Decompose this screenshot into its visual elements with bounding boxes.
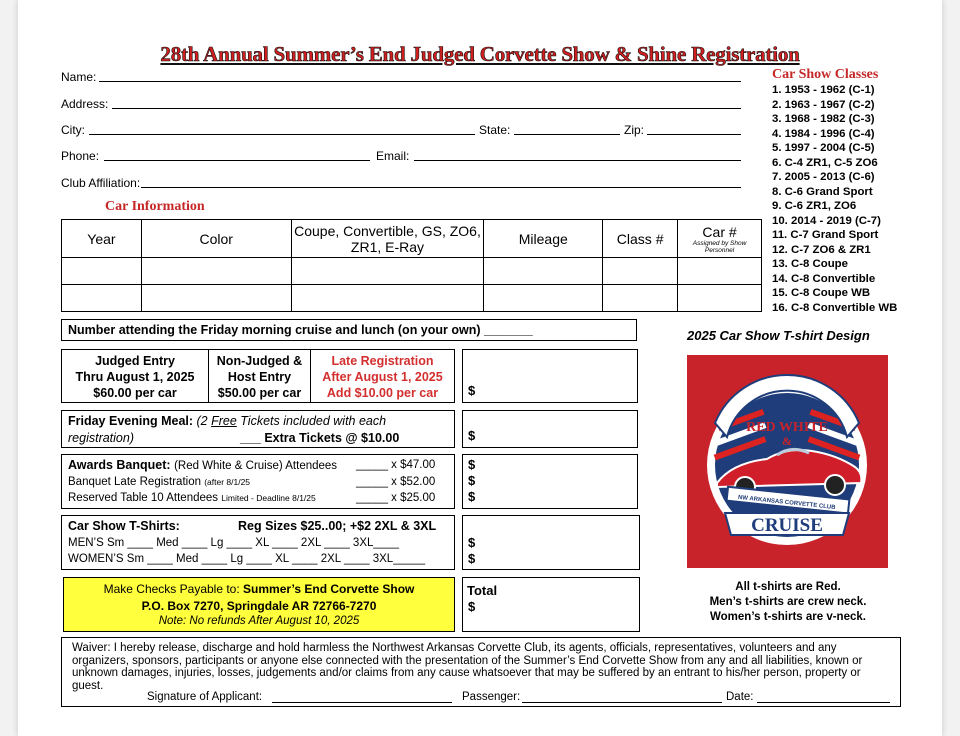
banquet-line1-price[interactable]: _____ x $47.00 [356,459,436,471]
tshirts-mens[interactable]: MEN’S Sm ____ Med ____ Lg ____ XL ____ 2XL ____ 3XL____ [68,537,399,549]
banquet-line2 [68,476,250,488]
waiver-text: Waiver: I hereby release, discharge and hold harmless the Northwest Arkansas Corvette Club, its agents, officials, representatives, volunteers and any organizers, sponsors, participants or anyone else connected with the presentation of the Summer’s End Corvette Show from any and all liabilities, known or unknown damages, injuries, losses, judgements and/or claims from any cause whatsoever that may be suffered by an entrant to his/her person, property or guest. [72,642,863,692]
payment-address: P.O. Box 7270, Springdale AR 72766-7270 [141,599,377,613]
form-title: 28th Annual Summer’s End Judged Corvette Show & Shine Registration [160,42,800,66]
banquet-amount-box[interactable] [462,454,638,509]
meal-extra[interactable]: ___ Extra Tickets @ $10.00 [240,431,400,445]
late-line3: Add $10.00 per car [326,386,439,400]
shirt-design-image [687,355,888,568]
passenger-field[interactable] [522,691,722,703]
header-year: Year [62,220,142,258]
city-label: City: [61,123,85,137]
header-model: Coupe, Convertible, GS, ZO6, ZR1, E-Ray [291,220,484,258]
cruise-logo-graphic [687,355,888,568]
list-item: 12. C-7 ZO6 & ZR1 [772,243,871,256]
zip-field[interactable] [647,123,741,135]
car-number-label: Car # [702,223,737,240]
meal-text-a: (2 [196,414,212,428]
nonjudged-line2: Host Entry [227,370,292,384]
address-field[interactable] [112,97,741,109]
class-cell[interactable] [603,285,678,312]
year-cell[interactable] [62,285,142,312]
classes-heading: Car Show Classes [772,67,879,82]
payment-line1 [64,582,454,596]
banquet-line3 [68,492,316,504]
judged-line1: Judged Entry [95,354,175,368]
payment-payee: Summer’s End Corvette Show [243,582,415,596]
phone-label: Phone: [61,149,100,163]
late-line1: Late Registration [331,354,434,368]
list-item: 11. C-7 Grand Sport [772,229,879,241]
payment-refund-note: Note: No refunds After August 10, 2025 [158,615,360,627]
total-dollar: $ [468,599,476,614]
judged-line2: Thru August 1, 2025 [75,370,195,384]
entry-dollar: $ [468,383,476,398]
tshirts-sizes: Reg Sizes $25..00; +$2 2XL & 3XL [238,519,437,533]
shirt-note-color: All t-shirts are Red. [735,581,841,593]
classes-list [772,83,897,315]
name-label: Name: [61,70,97,84]
email-field[interactable] [414,149,741,161]
model-cell[interactable] [291,258,484,285]
list-item: 7. 2005 - 2013 (C-6) [772,171,875,183]
list-item: 6. C-4 ZR1, C-5 ZO6 [772,156,878,169]
meal-text-b: Tickets included with each [236,414,387,428]
entry-amount-box[interactable] [462,349,638,403]
color-cell[interactable] [141,258,291,285]
shirt-design-heading: 2025 Car Show T-shirt Design [687,328,870,343]
car-number-cell [678,258,762,285]
banquet-line1 [68,458,337,472]
car-table-header [62,220,762,258]
list-item: 8. C-6 Grand Sport [772,185,873,198]
meal-label: Friday Evening Meal: [68,414,194,428]
payment-line1-prefix: Make Checks Payable to: [103,582,244,596]
date-field[interactable] [757,691,890,703]
list-item: 9. C-6 ZR1, ZO6 [772,200,857,212]
banquet-dollar-1: $ [468,457,476,472]
model-cell[interactable] [291,285,484,312]
logo-amp-text: & [782,434,792,448]
passenger-label: Passenger: [462,691,521,703]
tshirts-dollar-2: $ [468,551,476,566]
shirt-note-womens: Women’s t-shirts are v-neck. [710,611,866,623]
logo-bottom-text: CRUISE [751,515,823,536]
total-label: Total [467,583,498,598]
email-label: Email: [376,149,410,163]
judged-line3: $60.00 per car [93,386,177,400]
banquet-line2-text: Banquet Late Registration [68,476,201,488]
tshirts-womens[interactable]: WOMEN’S Sm ____ Med ____ Lg ____ XL ____ 2XL ____ 3XL_____ [68,553,426,565]
logo-club-text: NW ARKANSAS CORVETTE CLUB [737,494,836,512]
late-line2: After August 1, 2025 [322,370,443,384]
nonjudged-entry-cell[interactable] [209,350,311,402]
nonjudged-line3: $50.00 per car [217,386,302,400]
banquet-box [61,454,455,509]
meal-dollar: $ [468,428,476,443]
signature-field[interactable] [272,691,452,703]
table-row [62,285,762,312]
list-item: 16. C-8 Convertible WB [772,301,898,314]
nonjudged-line1: Non-Judged & [216,354,303,368]
banquet-line3-small: Limited - Deadline 8/1/25 [221,493,316,503]
color-cell[interactable] [141,285,291,312]
banquet-line2-price[interactable]: _____ x $52.00 [356,476,436,488]
header-class: Class # [603,220,678,258]
tshirts-amount-box[interactable] [462,515,640,570]
list-item: 2. 1963 - 1967 (C-2) [772,98,875,111]
total-box[interactable] [462,577,640,632]
meal-amount-box[interactable] [462,410,638,448]
waiver-box [61,637,901,707]
signature-label: Signature of Applicant: [147,691,263,703]
late-registration-cell[interactable] [311,350,454,402]
car-info-heading: Car Information [105,199,205,214]
list-item: 10. 2014 - 2019 (C-7) [772,214,881,227]
phone-field[interactable] [104,149,370,161]
shirt-note-mens: Men’s t-shirts are crew neck. [709,596,867,608]
list-item: 15. C-8 Coupe WB [772,287,871,299]
mileage-cell[interactable] [484,258,603,285]
state-label: State: [479,123,511,137]
tshirts-label: Car Show T-Shirts: [68,519,180,533]
mileage-cell[interactable] [484,285,603,312]
zip-label: Zip: [624,123,645,137]
car-number-note: Assigned by Show Personnel [692,239,747,254]
class-cell[interactable] [603,258,678,285]
logo-top-text: RED WHITE [746,420,828,435]
list-item: 14. C-8 Convertible [772,272,876,285]
cruise-text: Number attending the Friday morning cruise and lunch (on your own) _______ [68,323,533,337]
banquet-line1-rest: (Red White & Cruise) Attendees [174,460,338,472]
shirt-notes [670,580,906,625]
state-field[interactable] [514,123,620,135]
list-item: 13. C-8 Coupe [772,258,848,270]
judged-entry-cell[interactable] [62,350,209,402]
payment-box [63,577,455,632]
banquet-dollar-3: $ [468,489,476,504]
tshirts-dollar-1: $ [468,535,476,550]
year-cell[interactable] [62,258,142,285]
banquet-line2-small: (after 8/1/25 [204,477,251,487]
car-info-table [61,219,762,312]
name-field[interactable] [99,70,741,82]
banquet-dollar-2: $ [468,473,476,488]
banquet-line3-price[interactable]: _____ x $25.00 [356,492,436,504]
tshirts-box [61,515,455,570]
car-number-cell [678,285,762,312]
date-label: Date: [726,691,754,703]
meal-line1 [68,414,386,428]
banquet-label: Awards Banquet: [68,458,171,472]
cruise-box[interactable] [61,319,637,341]
meal-free: Free [211,414,237,428]
header-mileage: Mileage [484,220,603,258]
meal-line2: registration) [68,431,134,445]
meal-box [61,410,455,448]
list-item: 4. 1984 - 1996 (C-4) [772,127,875,140]
entry-box [61,349,455,403]
club-field[interactable] [141,176,741,188]
banquet-line3-text: Reserved Table 10 Attendees [68,492,219,504]
header-color: Color [141,220,291,258]
address-label: Address: [61,97,109,111]
city-field[interactable] [89,123,475,135]
list-item: 5. 1997 - 2004 (C-5) [772,142,875,154]
table-row [62,258,762,285]
header-car-number [678,220,762,258]
list-item: 1. 1953 - 1962 (C-1) [772,84,875,96]
club-label: Club Affiliation: [61,176,141,190]
list-item: 3. 1968 - 1982 (C-3) [772,113,875,125]
